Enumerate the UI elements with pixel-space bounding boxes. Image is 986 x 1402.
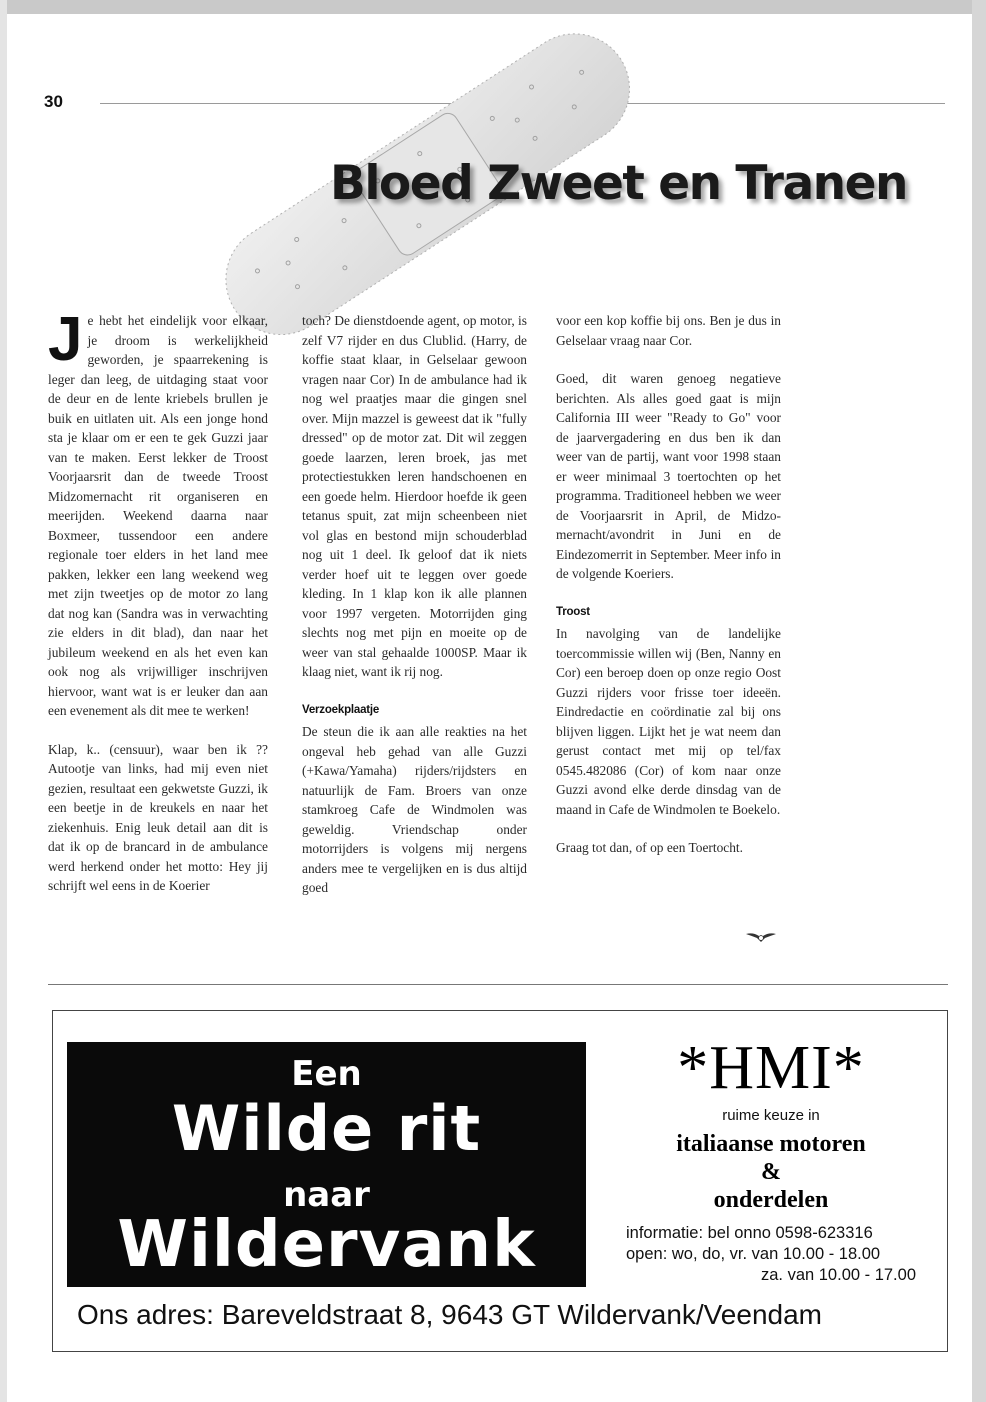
article-paragraph: In navolging van de landelijke toercommissie willen wij (Ben, Nanny en Cor) een beroep doen op onze regio Oost Guzzi rijders voor frisse toer ideeën. Eindredactie en coördinatie zal bij ons blijven liggen. Lijkt het je wat neem dan gerust contact met mij op tel/fax 0545.482086 (Cor) of kom naar onze Guzzi avond elke derde dinsdag van de maand in Cafe de Windmolen te Boekelo. [556, 626, 781, 817]
subheading-verzoekplaatje: Verzoekplaatje [302, 703, 380, 716]
article-title: Bloed Zweet en Tranen [330, 156, 907, 211]
ad-address: Ons adres: Bareveldstraat 8, 9643 GT Wildervank/Veendam [77, 1299, 822, 1330]
winged-eagle-icon [745, 930, 777, 944]
hmi-tagline: ruime keuze in [722, 1107, 820, 1124]
article-column-1 [48, 305, 268, 896]
info-line: open: wo, do, vr. van 10.00 - 18.00 [626, 1245, 881, 1263]
page-number: 30 [44, 92, 63, 111]
ad-line: Wildervank [117, 1208, 536, 1282]
hmi-ampersand: & [761, 1159, 781, 1185]
article-paragraph: Goed, dit waren genoeg negatieve berichten. Als alles goed gaat is mijn California III weer "Ready to Go" voor de jaarvergadering en dus ben ik dan weer van de partij, want voor 1998 staan er weer minimaal 3 toertochten op het programma. Traditioneel hebben we weer de Voorjaarsrit in April, de Midzo-mernacht/avondrit in Juni en de Eindezomerrit in September. Meer info in de volgende Koeriers. [556, 371, 781, 581]
scan-border-top [0, 0, 986, 14]
article-paragraph: Klap, k.. (censuur), waar ben ik ?? Autootje van links, had mij even niet gezien, resultaat een gekwetste Guzzi, ik een beetje in de kreukels en naar het ziekenhuis. Enig leuk detail aan dit is dat ik op de brancard in de ambulance werd herkend onder het motto: Hey jij schrijft wel eens in de Koerier [48, 741, 268, 893]
article-paragraph: De steun die ik aan alle reakties na het ongeval heb gehad van alle Guzzi (+Kawa/Yamaha) rijders/rijdsters en natuurlijk de Fam. Broers van onze stamkroeg Cafe de Windmolen was geweldig. Vriendschap onder motorrijders is volgens mij nergens anders mee te vergelijken en is dus altijd goed [302, 724, 527, 895]
ad-line: naar [283, 1175, 370, 1215]
subheading-troost: Troost [556, 605, 590, 618]
hmi-line: italiaanse motoren [676, 1131, 866, 1157]
article-paragraph: e hebt het eindelijk voor elkaar, je droom is werkelijkheid geworden, je spaarrekening is leger dan leeg, de uitdaging staat voor de deur en de lente kriebels brullen je buik en uitlaten uit. Als een jonge hond sta je klaar om er een te gek Guzzi jaar van te maken. Eerst lekker de Troost Voorjaarsrit dan de tweede Troost Midzomernacht rit organiseren en meerijden. Weekend daarna naar Boxmeer, tussendoor een andere regionale toer elders in het land mee pakken, lekker een lang weekend weg met zijn tweetjes op de motor zo lang dat nog kan (Sandra was in verwachting zie elders in dit blad), dan naar het jubileum weekend en als het even kan ook nog als vrijwilliger inschrijven hiervoor, want wat is er leuker dan aan een evenement als dit mee te werken! [48, 313, 268, 718]
drop-cap: J [48, 305, 83, 374]
wildervank-ad-block [67, 1042, 586, 1287]
info-line: informatie: bel onno 0598-623316 [626, 1224, 873, 1242]
ad-line: Wilde rit [171, 1092, 482, 1165]
hmi-line: onderdelen [713, 1187, 829, 1213]
advertisement-box [52, 1010, 948, 1352]
article-paragraph: toch? De dienstdoende agent, op motor, is zelf V7 rijder en dus Clublid. (Harry, de koffie staat klaar, in Gelselaar gewoon vragen naar Cor) In de ambulance had ik nog wel praatjes maar die gingen snel over. Mijn mazzel is geweest dat ik "fully dressed" op de motor zat. Dit wil zeggen goede laarzen, leren broek, jas met protectiestukken leren handschoenen en een goede helm. Hierdoor hoefde ik geen tetanus spuit, zat mijn scheenbeen niet vol glas en bestond mijn schouderblad nog uit 1 deel. Ik geloof dat ik niets verder hoef uit te leggen over goede kleding. In 1 klap kon ik alle plannen voor 1997 vergeten. Motorrijden ging slechts nog met pijn en moeite op de weer van stal gehaalde 1000SP. Maar ik klaag niet, want ik rij nog. [302, 313, 527, 679]
article-paragraph: voor een kop koffie bij ons. Ben je dus in Gelselaar vraag naar Cor. [556, 313, 781, 348]
article-paragraph: Graag tot dan, of op een Toertocht. [556, 840, 743, 855]
hmi-ad [603, 1035, 939, 1214]
info-line: za. van 10.00 - 17.00 [760, 1266, 916, 1284]
article-column-2 [302, 311, 527, 898]
hmi-contact-info [626, 1223, 916, 1286]
article-column-3 [556, 311, 781, 858]
ad-line: Een [291, 1054, 362, 1094]
hmi-title: *HMI* [677, 1034, 865, 1102]
ad-separator-rule [48, 984, 948, 985]
scan-border-left [0, 0, 7, 1402]
scan-border-right [972, 0, 986, 1402]
